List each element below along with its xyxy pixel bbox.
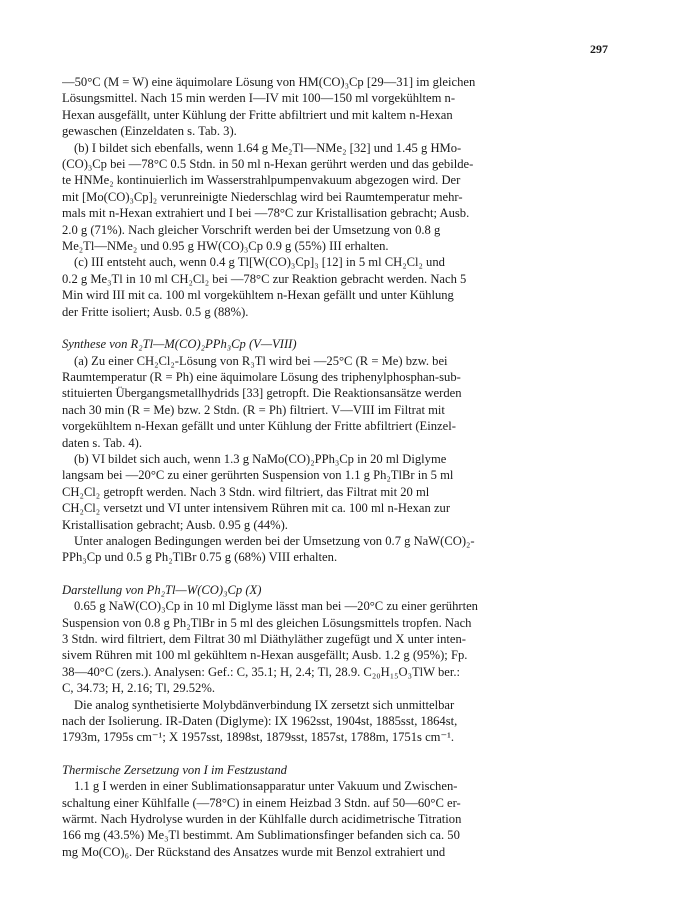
text-line: schaltung einer Kühlfalle (—78°C) in einem Heizbad 3 Stdn. auf 50—60°C er- xyxy=(62,795,461,810)
text-line: (b) I bildet sich ebenfalls, wenn 1.64 g Me₂Tl—NMe₂ [32] und 1.45 g HMo- xyxy=(74,140,462,155)
text-line: gewaschen (Einzeldaten s. Tab. 3). xyxy=(62,124,237,139)
paragraph-block-top xyxy=(62,74,608,320)
section-body-zersetzung xyxy=(62,778,608,860)
text-line: nach der Isolierung. IR-Daten (Diglyme): IX 1962sst, 1904st, 1885sst, 1864st, xyxy=(62,714,458,729)
text-line: 3 Stdn. wird filtriert, dem Filtrat 30 ml Diäthyläther zugefügt und X unter inten- xyxy=(62,632,466,646)
text-line: (CO)₃Cp bei —78°C 0.5 Stdn. in 50 ml n-Hexan gerührt werden und das gebilde- xyxy=(62,157,474,172)
text-line: langsam bei —20°C zu einer gerührten Suspension von 1.1 g Ph₂TlBr in 5 ml xyxy=(62,468,454,483)
section-body-synthese xyxy=(62,353,608,566)
text-line: sivem Rühren mit 100 ml gekühltem n-Hexan ausgefällt; Ausb. 1.2 g (95%); Fp. xyxy=(62,648,468,663)
text-line: (c) III entsteht auch, wenn 0.4 g Tl[W(CO)₃Cp]₃ [12] in 5 ml CH₂Cl₂ und xyxy=(74,255,445,270)
page-body xyxy=(62,74,608,860)
text-line: Kristallisation gebracht; Ausb. 0.95 g (44%). xyxy=(62,517,288,532)
text-line: Me₂Tl—NMe₂ und 0.95 g HW(CO)₃Cp 0.9 g (55%) III erhalten. xyxy=(62,239,389,254)
section-body-darstellung xyxy=(62,598,608,746)
text-line: 1.1 g I werden in einer Sublimationsapparatur unter Vakuum und Zwischen- xyxy=(74,779,458,794)
text-line: Lösungsmittel. Nach 15 min werden I—IV mit 100—150 ml vorgekühltem n- xyxy=(62,91,456,106)
text-line: wärmt. Nach Hydrolyse wurden in der Kühlfalle durch acidimetrische Titration xyxy=(62,812,462,827)
section-heading-synthese: Synthese von R₂Tl—M(CO)₂PPh₃Cp (V—VIII) xyxy=(62,337,297,352)
text-line: CH₂Cl₂ versetzt und VI unter intensivem Rühren mit ca. 100 ml n-Hexan zur xyxy=(62,501,451,516)
text-line: Raumtemperatur (R = Ph) eine äquimolare Lösung des triphenylphosphan-sub- xyxy=(62,369,461,384)
text-line: stituierten Übergangsmetallhydrids [33] getropft. Die Reaktionsansätze werden xyxy=(62,386,462,401)
text-line: 166 mg (43.5%) Me₃Tl bestimmt. Am Sublimationsfinger befanden sich ca. 50 xyxy=(62,828,460,843)
text-line: CH₂Cl₂ getropft werden. Nach 3 Stdn. wird filtriert, das Filtrat mit 20 ml xyxy=(62,484,430,499)
text-line: 38—40°C (zers.). Analysen: Gef.: C, 35.1; H, 2.4; Tl, 28.9. C₂₀H₁₅O₃TlW ber.: xyxy=(62,664,460,679)
text-line: der Fritte isoliert; Ausb. 0.5 g (88%). xyxy=(62,304,249,319)
text-line: nach 30 min (R = Me) bzw. 2 Stdn. (R = Ph) filtriert. V—VIII im Filtrat mit xyxy=(62,402,445,417)
text-line: Suspension von 0.8 g Ph₂TlBr in 5 ml des gleichen Lösungsmittels tropfen. Nach xyxy=(62,615,472,630)
text-line: 1793m, 1795s cm⁻¹; X 1957sst, 1898st, 1879sst, 1857st, 1788m, 1751s cm⁻¹. xyxy=(62,730,455,745)
text-line: mg Mo(CO)₆. Der Rückstand des Ansatzes wurde mit Benzol extrahiert und xyxy=(62,844,446,859)
text-line: (b) VI bildet sich auch, wenn 1.3 g NaMo(CO)₂PPh₃Cp in 20 ml Diglyme xyxy=(74,451,447,466)
text-line: Hexan ausgefällt, unter Kühlung der Fritte abfiltriert und mit kaltem n-Hexan xyxy=(62,107,453,122)
text-line: (a) Zu einer CH₂Cl₂-Lösung von R₃Tl wird bei —25°C (R = Me) bzw. bei xyxy=(74,353,448,368)
text-line: mals mit n-Hexan extrahiert und I bei —78°C zur Kristallisation gebracht; Ausb. xyxy=(62,206,470,221)
text-line: Die analog synthetisierte Molybdänverbindung IX zersetzt sich unmittelbar xyxy=(74,697,455,712)
section-heading-zersetzung: Thermische Zersetzung von I im Festzustand xyxy=(62,762,287,777)
text-line: mit [Mo(CO)₃Cp]₂ verunreinigte Niederschlag wird bei Raumtemperatur mehr- xyxy=(62,189,463,204)
text-line: C, 34.73; H, 2.16; Tl, 29.52%. xyxy=(62,681,215,696)
text-line: —50°C (M = W) eine äquimolare Lösung von HM(CO)₃Cp [29—31] im gleichen xyxy=(62,75,476,89)
text-line: 2.0 g (71%). Nach gleicher Vorschrift werden bei der Umsetzung von 0.8 g xyxy=(62,222,441,237)
page-number: 297 xyxy=(590,42,608,56)
text-line: 0.2 g Me₃Tl in 10 ml CH₂Cl₂ bei —78°C zur Reaktion gebracht werden. Nach 5 xyxy=(62,271,467,286)
text-line: vorgekühltem n-Hexan gefällt und unter Kühlung der Fritte abfiltriert (Einzel- xyxy=(62,419,456,434)
text-line: 0.65 g NaW(CO)₃Cp in 10 ml Diglyme lässt man bei —20°C zu einer gerührten xyxy=(74,599,478,614)
text-line: Min wird III mit ca. 100 ml vorgekühltem n-Hexan gefällt und unter Kühlung xyxy=(62,288,454,303)
text-line: te HNMe₂ kontinuierlich im Wasserstrahlpumpenvakuum abgezogen wird. Der xyxy=(62,173,461,188)
text-line: Unter analogen Bedingungen werden bei der Umsetzung von 0.7 g NaW(CO)₂- xyxy=(74,533,475,548)
text-line: PPh₃Cp und 0.5 g Ph₂TlBr 0.75 g (68%) VIII erhalten. xyxy=(62,550,338,565)
text-line: daten s. Tab. 4). xyxy=(62,435,143,450)
section-heading-darstellung: Darstellung von Ph₂Tl—W(CO)₃Cp (X) xyxy=(62,582,262,597)
